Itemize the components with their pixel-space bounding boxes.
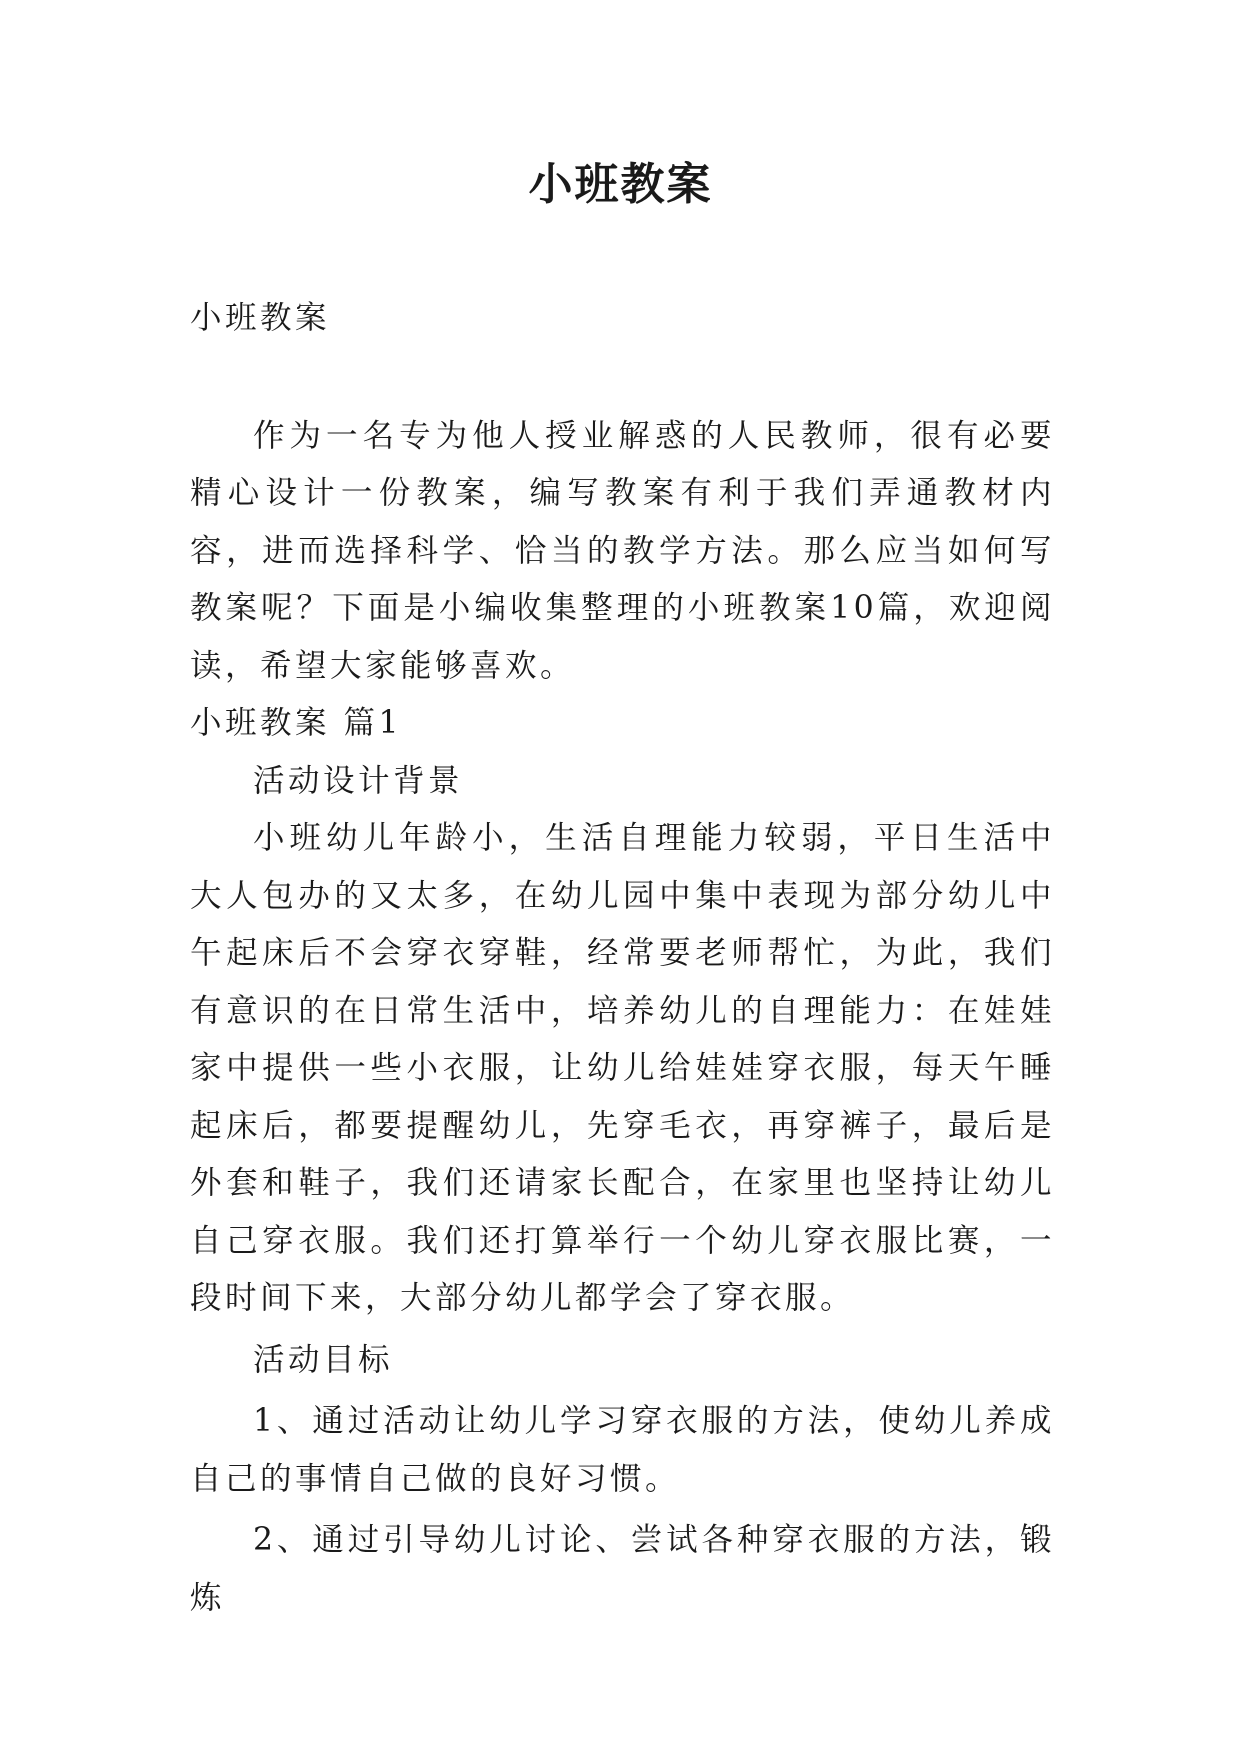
background-paragraph: 小班幼儿年龄小，生活自理能力较弱，平日生活中大人包办的又太多，在幼儿园中集中表现为部分幼儿中午起床后不会穿衣穿鞋，经常要老师帮忙，为此，我们有意识的在日常生活中，培养幼儿的自理能力：在娃娃家中提供一些小衣服，让幼儿给娃娃穿衣服，每天午睡起床后，都要提醒幼儿，先穿毛衣，再穿裤子，最后是外套和鞋子，我们还请家长配合，在家里也坚持让幼儿自己穿衣服。我们还打算举行一个幼儿穿衣服比赛，一段时间下来，大部分幼儿都学会了穿衣服。	[190, 820, 1055, 1316]
background-heading: 活动设计背景	[253, 762, 464, 799]
goal-item-1: 1、通过活动让幼儿学习穿衣服的方法，使幼儿养成自己的事情自己做的良好习惯。	[190, 1403, 1055, 1497]
document-body	[190, 290, 1055, 1627]
intro-paragraph: 作为一名专为他人授业解惑的人民教师，很有必要精心设计一份教案，编写教案有利于我们弄通教材内容，进而选择科学、恰当的教学方法。那么应当如何写教案呢？下面是小编收集整理的小班教案10篇，欢迎阅读，希望大家能够喜欢。	[190, 417, 1055, 684]
goal-item-2: 2、通过引导幼儿讨论、尝试各种穿衣服的方法，锻炼	[190, 1522, 1055, 1616]
subtitle: 小班教案	[190, 300, 331, 336]
section-heading: 小班教案 篇1	[190, 705, 403, 741]
spacer	[190, 348, 1055, 408]
goals-heading: 活动目标	[253, 1341, 394, 1378]
document-title: 小班教案	[528, 159, 713, 210]
